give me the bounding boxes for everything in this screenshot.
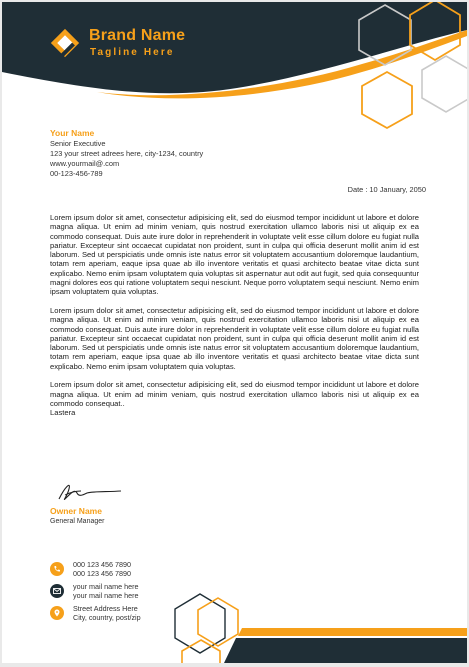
brand-name: Brand Name xyxy=(89,27,186,44)
letter-body xyxy=(50,213,419,418)
contact-phone-row xyxy=(50,560,131,578)
owner-title: General Manager xyxy=(50,518,105,525)
contact-email: your mail name here xyxy=(73,591,139,600)
phone-icon xyxy=(50,562,64,576)
sender-title: Senior Executive xyxy=(50,139,106,148)
sender-phone: 00-123-456-789 xyxy=(50,169,103,178)
sender-website: www.yourmail@.com xyxy=(50,159,120,168)
location-pin-icon xyxy=(50,606,64,620)
body-paragraph: Lorem ipsum dolor sit amet, consectetur adipisicing elit, sed do eiusmod tempor incididunt ut labore et dolore magna aliqua. Ut enim ad minim veniam, quis nostrud exercitation ullamco laboris nisi ut aliquip ex ea commodo consequat. Duis aute irure dolor in reprehenderit in voluptate velit esse cillum dolore eu fugiat nulla pariatur. Excepteur sint occaecat cupidatat non proident, sunt in culpa qui officia deserunt mollit anim id est laborum. Sed ut perspiciatis unde omnis iste natus error sit voluptatem accusantium doloremque laudantium, totam rem aperiam, eaque ipsa quae ab illo inventore veritatis et quasi architecto beatae vitae dicta sunt explicabo. Nemo enim ipsam voluptatem quia voluptas. xyxy=(50,305,419,371)
body-paragraph: Lorem ipsum dolor sit amet, consectetur adipisicing elit, sed do eiusmod tempor incididunt ut labore et dolore magna aliqua. Ut enim ad minim veniam, quis nostrud exercitation ullamco laboris nisi ut aliquip ex ea commodo consequat. Duis aute irure dolor in reprehenderit in voluptate velit esse cillum dolore eu fugiat nulla pariatur. Excepteur sint occaecat cupidatat non proident, sunt in culpa qui officia deserunt mollit anim id est laborum. Sed ut perspiciatis unde omnis iste natus error sit voluptatem accusantium doloremque laudantium, totam rem aperiam, eaque ipsa quae ab illo inventore veritatis et quasi architecto beatae vitae dicta sunt explicabo. Nemo enim ipsam voluptatem quia voluptas sit aspernatur aut odit aut fugit, sed quia consequuntur magni dolores eos qui ratione voluptatem sequi nesciunt. Neque porro voluptatem sequi nesciunt. Nemo enim ipsam voluptatem quia voluptas. xyxy=(50,213,419,297)
footer-hexagon xyxy=(175,594,225,653)
letter-date: Date : 10 January, 2050 xyxy=(347,185,426,194)
sender-name: Your Name xyxy=(50,128,95,138)
logo-diamond-icon xyxy=(48,26,82,60)
sender-address: 123 your street adrees here, city-1234, country xyxy=(50,149,204,158)
sender-block xyxy=(50,128,203,179)
brand-tagline: Tagline Here xyxy=(90,47,175,58)
contact-email: your mail name here xyxy=(73,582,139,591)
body-paragraph: Lorem ipsum dolor sit amet, consectetur adipisicing elit, sed do eiusmod tempor incididunt ut labore et dolore magna aliqua. Ut enim ad minim veniam, quis nostrud exercitation ullamco laboris nisi ut aliquip ex ea commodo consequat.. xyxy=(50,380,419,408)
footer-dark-bar xyxy=(224,638,467,663)
mail-icon xyxy=(50,584,64,598)
contact-city: City, country, post/zip xyxy=(73,613,141,622)
owner-name: Owner Name xyxy=(50,506,102,516)
header-hexagon xyxy=(422,56,467,112)
contact-email-row xyxy=(50,582,139,600)
contact-street: Street Address Here xyxy=(73,604,138,613)
footer-accent-bar xyxy=(238,628,467,636)
contact-phone: 000 123 456 7890 xyxy=(73,560,131,569)
owner-block xyxy=(50,506,104,526)
letterhead-page xyxy=(2,2,467,663)
contact-phone: 000 123 456 7890 xyxy=(73,569,131,578)
closing-word: Lastera xyxy=(50,408,76,418)
contact-address-row xyxy=(50,604,141,622)
header-hexagon xyxy=(362,72,412,128)
handwritten-signature xyxy=(55,479,125,505)
